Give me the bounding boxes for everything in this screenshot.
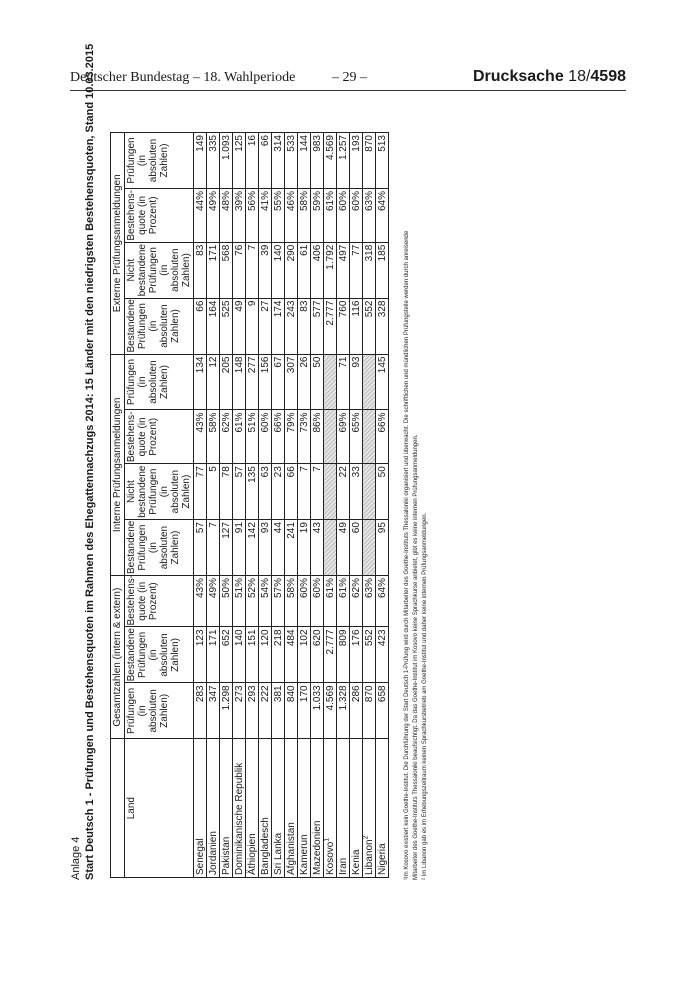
value-cell-e-ni: 185 bbox=[376, 242, 389, 298]
value-cell-i-q bbox=[363, 410, 376, 464]
table-row bbox=[350, 133, 363, 878]
value-cell-e-ni: 76 bbox=[233, 242, 246, 298]
country-cell: Dominikanische Republik bbox=[233, 739, 246, 878]
value-cell-e-pr: 125 bbox=[233, 133, 246, 189]
value-cell-i-q: 69% bbox=[337, 410, 350, 464]
value-cell-g-be: 176 bbox=[350, 627, 363, 683]
value-cell-g-be: 102 bbox=[298, 627, 311, 683]
value-cell-i-ni: 57 bbox=[233, 464, 246, 520]
value-cell-g-pr: 347 bbox=[207, 683, 220, 739]
value-cell-i-ni: 22 bbox=[337, 464, 350, 520]
value-cell-g-be: 2.777 bbox=[324, 627, 337, 683]
value-cell-g-q: 61% bbox=[324, 576, 337, 627]
value-cell-g-be: 140 bbox=[233, 627, 246, 683]
footnote-1b: Mitarbeiter des Goethe-Instituts Thessaloniki beaufsichtigt. Da das Goethe-Institut im Kosovo keine Sprachkurse anbietet, gibt es keine internen Prüfungsanmeldungen. bbox=[413, 434, 419, 880]
table-row bbox=[363, 133, 376, 878]
value-cell-g-pr: 293 bbox=[246, 683, 259, 739]
page-number: – 29 – bbox=[332, 70, 367, 85]
country-cell: Kosovo$^1$ bbox=[324, 739, 337, 878]
value-cell-i-q: 65% bbox=[350, 410, 363, 464]
value-cell-i-be: 91 bbox=[233, 520, 246, 576]
country-cell: Sri Lanka bbox=[272, 739, 285, 878]
value-cell-e-pr: 16 bbox=[246, 133, 259, 189]
value-cell-e-be: 49 bbox=[233, 298, 246, 354]
value-cell-i-ni: 5 bbox=[207, 464, 220, 520]
value-cell-e-q: 48% bbox=[220, 189, 233, 243]
value-cell-g-q: 58% bbox=[285, 576, 298, 627]
value-cell-g-q: 52% bbox=[246, 576, 259, 627]
table-row bbox=[272, 133, 285, 878]
table-row bbox=[376, 133, 389, 878]
col-e-pruefungen: Prüfungen (in absoluten Zahlen) bbox=[125, 133, 194, 189]
value-cell-e-q: 58% bbox=[298, 189, 311, 243]
value-cell-e-ni: 1.792 bbox=[324, 242, 337, 298]
value-cell-e-pr: 66 bbox=[259, 133, 272, 189]
value-cell-g-q: 54% bbox=[259, 576, 272, 627]
value-cell-e-be: 2.777 bbox=[324, 298, 337, 354]
value-cell-g-q: 51% bbox=[233, 576, 246, 627]
value-cell-i-pr bbox=[363, 354, 376, 410]
value-cell-g-be: 123 bbox=[194, 627, 207, 683]
table-row bbox=[298, 133, 311, 878]
value-cell-i-pr: 205 bbox=[220, 354, 233, 410]
rotated-content bbox=[70, 20, 490, 880]
table-title: Start Deutsch 1 - Prüfungen und Bestehensquoten im Rahmen des Ehegattennachzugs 2014: 15 Länder mit den niedrigsten Bestehensquoten, Stand 10.03.2015 bbox=[84, 43, 96, 880]
country-cell: Mazedonien bbox=[311, 739, 324, 878]
value-cell-i-ni: 50 bbox=[376, 464, 389, 520]
value-cell-i-ni: 33 bbox=[350, 464, 363, 520]
country-cell: Pakistan bbox=[220, 739, 233, 878]
value-cell-e-be: 83 bbox=[298, 298, 311, 354]
value-cell-i-q: 51% bbox=[246, 410, 259, 464]
value-cell-e-pr: 983 bbox=[311, 133, 324, 189]
value-cell-g-pr: 1.033 bbox=[311, 683, 324, 739]
value-cell-i-pr: 67 bbox=[272, 354, 285, 410]
value-cell-e-ni: 77 bbox=[350, 242, 363, 298]
value-cell-e-q: 61% bbox=[324, 189, 337, 243]
value-cell-i-pr: 156 bbox=[259, 354, 272, 410]
value-cell-e-q: 56% bbox=[246, 189, 259, 243]
value-cell-e-pr: 1.257 bbox=[337, 133, 350, 189]
group-header-row bbox=[111, 133, 125, 878]
value-cell-g-pr: 658 bbox=[376, 683, 389, 739]
value-cell-i-be: 49 bbox=[337, 520, 350, 576]
value-cell-i-pr: 277 bbox=[246, 354, 259, 410]
value-cell-g-be: 171 bbox=[207, 627, 220, 683]
value-cell-i-q: 43% bbox=[194, 410, 207, 464]
value-cell-g-q: 61% bbox=[337, 576, 350, 627]
value-cell-g-be: 151 bbox=[246, 627, 259, 683]
value-cell-i-ni bbox=[363, 464, 376, 520]
value-cell-g-be: 484 bbox=[285, 627, 298, 683]
value-cell-g-pr: 840 bbox=[285, 683, 298, 739]
country-cell: Afghanistan bbox=[285, 739, 298, 878]
value-cell-i-ni: 66 bbox=[285, 464, 298, 520]
value-cell-i-pr: 307 bbox=[285, 354, 298, 410]
value-cell-g-q: 50% bbox=[220, 576, 233, 627]
value-cell-e-q: 63% bbox=[363, 189, 376, 243]
value-cell-g-be: 218 bbox=[272, 627, 285, 683]
value-cell-e-ni: 497 bbox=[337, 242, 350, 298]
value-cell-e-q: 39% bbox=[233, 189, 246, 243]
value-cell-e-ni: 83 bbox=[194, 242, 207, 298]
footnote-1a: ¹Im Kosovo existiert kein Goethe-Institut. Die Durchführung der Start Deutsch 1-Prüfung wird durch Mitarbeiter des Goethe-Instituts Thessaloniki organisiert und überwacht. Die schriftlichen und mündlichen Prüfungsteile werden durch anreisende bbox=[404, 230, 410, 880]
value-cell-e-pr: 335 bbox=[207, 133, 220, 189]
value-cell-g-pr: 283 bbox=[194, 683, 207, 739]
value-cell-i-pr: 93 bbox=[350, 354, 363, 410]
value-cell-i-pr: 134 bbox=[194, 354, 207, 410]
value-cell-e-be: 66 bbox=[194, 298, 207, 354]
table-row bbox=[207, 133, 220, 878]
value-cell-e-ni: 140 bbox=[272, 242, 285, 298]
value-cell-g-pr: 222 bbox=[259, 683, 272, 739]
value-cell-g-q: 64% bbox=[376, 576, 389, 627]
country-cell: Äthiopien bbox=[246, 739, 259, 878]
value-cell-e-be: 164 bbox=[207, 298, 220, 354]
footnotes bbox=[403, 120, 430, 880]
drucksache-label: Drucksache 18/4598 bbox=[473, 68, 626, 85]
value-cell-g-be: 620 bbox=[311, 627, 324, 683]
anlage-label: Anlage 4 bbox=[70, 836, 82, 880]
value-cell-e-ni: 7 bbox=[246, 242, 259, 298]
value-cell-i-q: 86% bbox=[311, 410, 324, 464]
value-cell-i-be: 57 bbox=[194, 520, 207, 576]
value-cell-g-pr: 286 bbox=[350, 683, 363, 739]
value-cell-g-q: 60% bbox=[311, 576, 324, 627]
value-cell-e-pr: 4.569 bbox=[324, 133, 337, 189]
value-cell-i-be bbox=[363, 520, 376, 576]
value-cell-e-q: 46% bbox=[285, 189, 298, 243]
value-cell-i-q: 73% bbox=[298, 410, 311, 464]
table-row bbox=[285, 133, 298, 878]
value-cell-e-pr: 314 bbox=[272, 133, 285, 189]
value-cell-i-be bbox=[324, 520, 337, 576]
column-header-row bbox=[125, 133, 194, 878]
value-cell-i-ni: 7 bbox=[298, 464, 311, 520]
value-cell-i-be: 60 bbox=[350, 520, 363, 576]
value-cell-g-pr: 870 bbox=[363, 683, 376, 739]
value-cell-e-q: 64% bbox=[376, 189, 389, 243]
value-cell-i-ni: 78 bbox=[220, 464, 233, 520]
value-cell-i-be: 95 bbox=[376, 520, 389, 576]
value-cell-g-pr: 4.569 bbox=[324, 683, 337, 739]
value-cell-e-ni: 318 bbox=[363, 242, 376, 298]
col-i-quote: Bestehens- quote (in Prozent) bbox=[125, 410, 194, 464]
value-cell-e-be: 328 bbox=[376, 298, 389, 354]
value-cell-i-be: 19 bbox=[298, 520, 311, 576]
country-cell: Bangladesch bbox=[259, 739, 272, 878]
value-cell-e-be: 27 bbox=[259, 298, 272, 354]
value-cell-e-ni: 61 bbox=[298, 242, 311, 298]
value-cell-e-q: 60% bbox=[337, 189, 350, 243]
value-cell-i-pr: 50 bbox=[311, 354, 324, 410]
value-cell-i-ni: 77 bbox=[194, 464, 207, 520]
col-i-bestandene: Bestandene Prüfungen (in absoluten Zahlen) bbox=[125, 520, 194, 576]
value-cell-i-pr: 148 bbox=[233, 354, 246, 410]
country-cell: Libanon$^2$ bbox=[363, 739, 376, 878]
value-cell-e-be: 760 bbox=[337, 298, 350, 354]
value-cell-e-be: 243 bbox=[285, 298, 298, 354]
value-cell-g-q: 57% bbox=[272, 576, 285, 627]
table-row bbox=[233, 133, 246, 878]
value-cell-i-q: 66% bbox=[376, 410, 389, 464]
table-row bbox=[311, 133, 324, 878]
value-cell-e-ni: 39 bbox=[259, 242, 272, 298]
header-left: Deutscher Bundestag – 18. Wahlperiode bbox=[70, 70, 296, 85]
value-cell-i-pr bbox=[324, 354, 337, 410]
value-cell-e-ni: 406 bbox=[311, 242, 324, 298]
value-cell-e-pr: 870 bbox=[363, 133, 376, 189]
value-cell-i-pr: 12 bbox=[207, 354, 220, 410]
value-cell-g-q: 63% bbox=[363, 576, 376, 627]
value-cell-g-pr: 1.298 bbox=[220, 683, 233, 739]
value-cell-i-q bbox=[324, 410, 337, 464]
value-cell-i-be: 142 bbox=[246, 520, 259, 576]
value-cell-g-be: 552 bbox=[363, 627, 376, 683]
table-row bbox=[194, 133, 207, 878]
table-row bbox=[246, 133, 259, 878]
value-cell-i-pr: 145 bbox=[376, 354, 389, 410]
value-cell-g-be: 809 bbox=[337, 627, 350, 683]
col-g-bestandene: Bestandene Prüfungen (in absoluten Zahlen) bbox=[125, 627, 194, 683]
value-cell-i-be: 93 bbox=[259, 520, 272, 576]
table-row bbox=[259, 133, 272, 878]
footnote-2: ² Im Libanon gab es im Erhebungszeitraum keinen Sprachkursbetrieb am Goethe-Institut und daher keine internen Prüfungsanmeldungen. bbox=[422, 512, 428, 880]
value-cell-i-ni: 23 bbox=[272, 464, 285, 520]
col-e-bestandene: Bestandene Prüfungen (in absoluten Zahlen) bbox=[125, 298, 194, 354]
value-cell-e-ni: 171 bbox=[207, 242, 220, 298]
value-cell-g-q: 49% bbox=[207, 576, 220, 627]
country-cell: Senegal bbox=[194, 739, 207, 878]
group-intern: Interne Prüfungsanmeldungen bbox=[111, 354, 125, 576]
value-cell-e-be: 552 bbox=[363, 298, 376, 354]
value-cell-g-pr: 170 bbox=[298, 683, 311, 739]
value-cell-i-q: 61% bbox=[233, 410, 246, 464]
value-cell-g-pr: 1.328 bbox=[337, 683, 350, 739]
group-extern: Externe Prüfungsanmeldungen bbox=[111, 133, 125, 355]
value-cell-e-q: 41% bbox=[259, 189, 272, 243]
value-cell-i-q: 58% bbox=[207, 410, 220, 464]
value-cell-e-be: 577 bbox=[311, 298, 324, 354]
col-e-quote: Bestehens- quote (in Prozent) bbox=[125, 189, 194, 243]
value-cell-g-be: 423 bbox=[376, 627, 389, 683]
col-g-pruefungen: Prüfungen (in absoluten Zahlen) bbox=[125, 683, 194, 739]
col-g-quote: Bestehens- quote (in Prozent) bbox=[125, 576, 194, 627]
value-cell-g-q: 60% bbox=[298, 576, 311, 627]
value-cell-i-ni: 63 bbox=[259, 464, 272, 520]
value-cell-e-pr: 1.093 bbox=[220, 133, 233, 189]
value-cell-e-ni: 568 bbox=[220, 242, 233, 298]
value-cell-i-be: 241 bbox=[285, 520, 298, 576]
value-cell-i-pr: 71 bbox=[337, 354, 350, 410]
group-gesamt: Gesamtzahlen (intern & extern) bbox=[111, 576, 125, 739]
value-cell-g-be: 120 bbox=[259, 627, 272, 683]
value-cell-e-q: 49% bbox=[207, 189, 220, 243]
value-cell-i-pr: 26 bbox=[298, 354, 311, 410]
value-cell-e-be: 525 bbox=[220, 298, 233, 354]
value-cell-g-pr: 273 bbox=[233, 683, 246, 739]
value-cell-e-q: 60% bbox=[350, 189, 363, 243]
value-cell-i-q: 62% bbox=[220, 410, 233, 464]
value-cell-e-be: 116 bbox=[350, 298, 363, 354]
country-cell: Kenia bbox=[350, 739, 363, 878]
value-cell-i-ni: 135 bbox=[246, 464, 259, 520]
value-cell-e-q: 55% bbox=[272, 189, 285, 243]
value-cell-e-pr: 144 bbox=[298, 133, 311, 189]
value-cell-g-q: 43% bbox=[194, 576, 207, 627]
country-cell: Kamerun bbox=[298, 739, 311, 878]
value-cell-e-be: 9 bbox=[246, 298, 259, 354]
country-cell: Jordanien bbox=[207, 739, 220, 878]
value-cell-e-pr: 513 bbox=[376, 133, 389, 189]
value-cell-e-q: 44% bbox=[194, 189, 207, 243]
table-row bbox=[337, 133, 350, 878]
blank-header-cell bbox=[111, 739, 125, 878]
country-cell: Nigeria bbox=[376, 739, 389, 878]
value-cell-i-be: 7 bbox=[207, 520, 220, 576]
value-cell-g-be: 652 bbox=[220, 627, 233, 683]
col-i-pruefungen: Prüfungen (in absoluten Zahlen) bbox=[125, 354, 194, 410]
value-cell-g-pr: 381 bbox=[272, 683, 285, 739]
value-cell-i-be: 44 bbox=[272, 520, 285, 576]
col-land: Land bbox=[125, 739, 194, 878]
value-cell-e-q: 59% bbox=[311, 189, 324, 243]
value-cell-i-q: 60% bbox=[259, 410, 272, 464]
table-row bbox=[220, 133, 233, 878]
value-cell-e-pr: 193 bbox=[350, 133, 363, 189]
value-cell-e-pr: 149 bbox=[194, 133, 207, 189]
value-cell-g-q: 62% bbox=[350, 576, 363, 627]
value-cell-i-q: 79% bbox=[285, 410, 298, 464]
value-cell-e-pr: 533 bbox=[285, 133, 298, 189]
table-row bbox=[324, 133, 337, 878]
col-i-nicht: Nicht bestandene Prüfungen (in absoluten Zahlen) bbox=[126, 465, 192, 518]
table-body bbox=[194, 133, 389, 878]
value-cell-i-be: 127 bbox=[220, 520, 233, 576]
value-cell-i-ni bbox=[324, 464, 337, 520]
value-cell-i-q: 66% bbox=[272, 410, 285, 464]
value-cell-i-be: 43 bbox=[311, 520, 324, 576]
value-cell-e-be: 174 bbox=[272, 298, 285, 354]
value-cell-i-ni: 7 bbox=[311, 464, 324, 520]
country-cell: Iran bbox=[337, 739, 350, 878]
value-cell-e-ni: 290 bbox=[285, 242, 298, 298]
results-table bbox=[110, 132, 389, 878]
col-e-nicht: Nicht bestandene Prüfungen (in absoluten Zahlen) bbox=[126, 244, 192, 297]
